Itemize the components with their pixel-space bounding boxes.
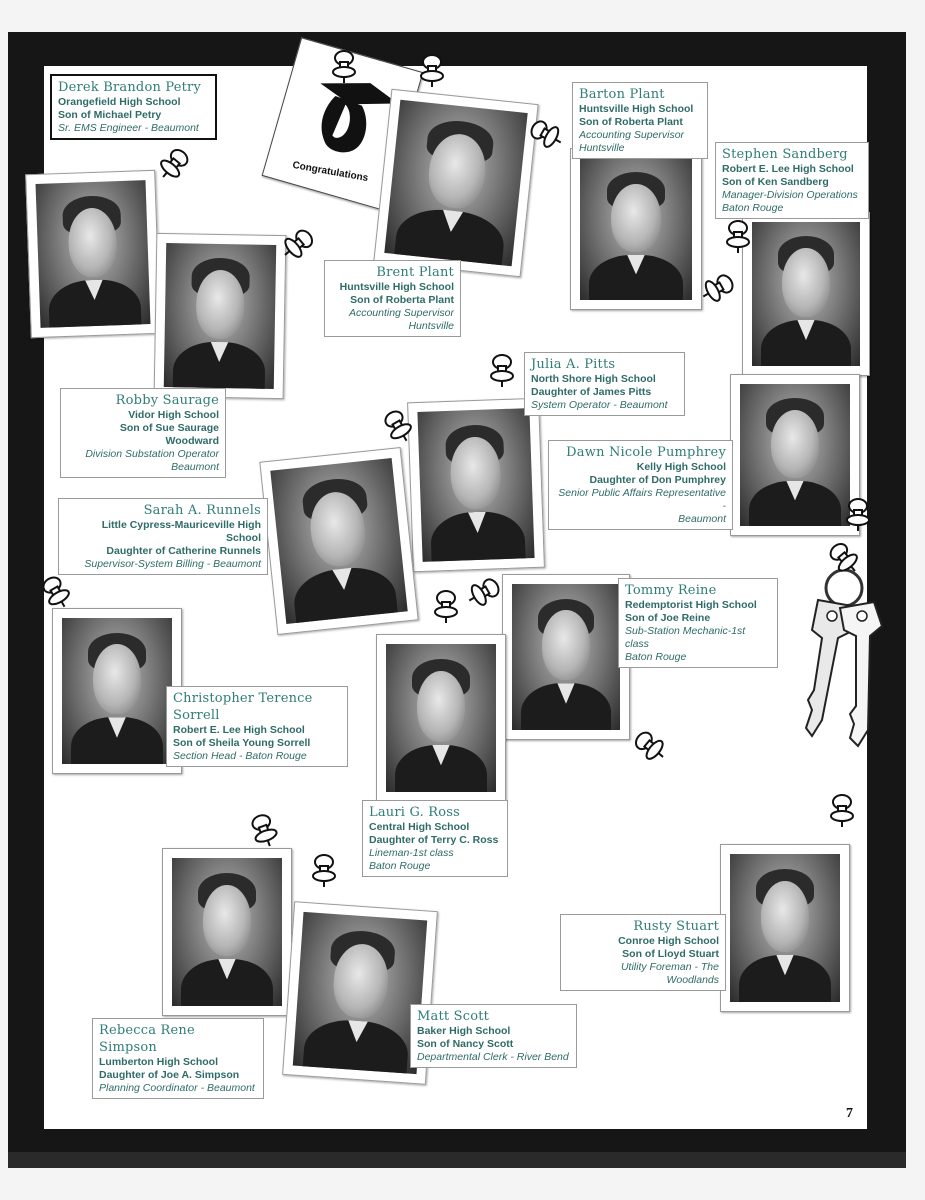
- person-parent: Daughter of Terry C. Ross: [369, 834, 499, 846]
- person-school: North Shore High School: [531, 373, 656, 385]
- photo-barton-plant: [570, 148, 702, 310]
- person-parent: Son of Roberta Plant: [579, 116, 683, 128]
- person-name: Christopher Terence Sorrell: [173, 691, 313, 723]
- person-school: Conroe High School: [618, 935, 719, 947]
- photo-tommy-reine: [502, 574, 630, 740]
- photo-derek-petry: [25, 170, 161, 338]
- caption-christopher-sorrell: [166, 686, 348, 767]
- caption-derek-petry: [50, 74, 217, 140]
- photo-stephen-sandberg: [742, 212, 870, 376]
- page-number: 7: [846, 1106, 853, 1121]
- person-parent: Daughter of Catherine Runnels: [106, 545, 261, 557]
- caption-barton-plant: [572, 82, 708, 159]
- person-parent: Son of Joe Reine: [625, 612, 711, 624]
- person-job: Supervisor-System Billing - Beaumont: [84, 558, 261, 570]
- person-job: Departmental Clerk - River Bend: [417, 1051, 569, 1063]
- person-job-location: Baton Rouge: [369, 860, 431, 872]
- caption-tommy-reine: [618, 578, 778, 668]
- person-parent: Son of Sheila Young Sorrell: [173, 737, 311, 749]
- person-job: Utility Foreman - The Woodlands: [620, 961, 719, 986]
- person-parent: Son of Michael Petry: [58, 109, 162, 121]
- person-name: Stephen Sandberg: [722, 147, 848, 162]
- pushpin-icon: [326, 48, 362, 84]
- person-school: Robert E. Lee High School: [173, 724, 305, 736]
- person-job-location: Baton Rouge: [722, 202, 784, 214]
- caption-lauri-ross: [362, 800, 508, 877]
- person-job-location: Huntsville: [408, 320, 454, 332]
- congratulations-text: Congratulations: [291, 159, 369, 185]
- person-parent: Son of Nancy Scott: [417, 1038, 514, 1050]
- caption-robby-saurage: [60, 388, 226, 478]
- person-school: Huntsville High School: [339, 281, 454, 293]
- photo-rusty-stuart: [720, 844, 850, 1012]
- pushpin-icon: [428, 588, 464, 624]
- pushpin-icon: [840, 496, 876, 532]
- person-name: Tommy Reine: [625, 583, 717, 598]
- person-job: Sub-Station Mechanic-1st class: [625, 625, 746, 650]
- photo-sarah-runnels: [259, 447, 418, 635]
- pushpin-icon: [824, 792, 860, 828]
- person-job: Lineman-1st class: [369, 847, 454, 859]
- person-parent: Daughter of James Pitts: [531, 386, 652, 398]
- person-job-location: Beaumont: [171, 461, 219, 473]
- person-school: Little Cypress-Mauriceville High School: [101, 519, 261, 544]
- person-parent: Son of Roberta Plant: [350, 294, 454, 306]
- caption-stephen-sandberg: [715, 142, 869, 219]
- person-school: Robert E. Lee High School: [722, 163, 854, 175]
- person-name: Rebecca Rene Simpson: [99, 1023, 195, 1055]
- person-parent: Daughter of Don Pumphrey: [589, 474, 726, 486]
- pushpin-icon: [306, 852, 342, 888]
- person-job-location: Huntsville: [579, 142, 625, 154]
- page-frame-edge: [8, 1152, 906, 1168]
- person-job: Senior Public Affairs Representative -: [558, 487, 726, 512]
- caption-julia-pitts: [524, 352, 685, 416]
- pushpin-icon: [720, 218, 756, 254]
- person-job: Sr. EMS Engineer - Beaumont: [58, 122, 199, 134]
- photo-lauri-ross: [376, 634, 506, 802]
- person-job: System Operator - Beaumont: [531, 399, 668, 411]
- caption-rebecca-simpson: [92, 1018, 264, 1099]
- person-school: Baker High School: [417, 1025, 511, 1037]
- photo-julia-pitts: [407, 398, 545, 573]
- person-name: Julia A. Pitts: [531, 357, 616, 372]
- person-job-location: Baton Rouge: [625, 651, 687, 663]
- pushpin-icon: [414, 52, 450, 88]
- photo-brent-plant: [373, 89, 538, 278]
- person-job: Section Head - Baton Rouge: [173, 750, 307, 762]
- pushpin-icon: [484, 352, 520, 388]
- person-job-location: Beaumont: [678, 513, 726, 525]
- person-school: Redemptorist High School: [625, 599, 757, 611]
- caption-sarah-runnels: [58, 498, 268, 575]
- person-parent: Son of Sue Saurage Woodward: [119, 422, 219, 447]
- person-school: Huntsville High School: [579, 103, 694, 115]
- person-school: Kelly High School: [636, 461, 726, 473]
- person-parent: Daughter of Joe A. Simpson: [99, 1069, 240, 1081]
- person-school: Central High School: [369, 821, 470, 833]
- person-job: Accounting Supervisor: [579, 129, 685, 141]
- person-name: Derek Brandon Petry: [58, 80, 202, 95]
- person-school: Lumberton High School: [99, 1056, 218, 1068]
- person-name: Matt Scott: [417, 1009, 490, 1024]
- photo-robby-saurage: [154, 233, 287, 399]
- person-school: Vidor High School: [128, 409, 219, 421]
- person-name: Robby Saurage: [115, 393, 219, 408]
- caption-matt-scott: [410, 1004, 577, 1068]
- keys-icon: [778, 560, 888, 750]
- person-parent: Son of Lloyd Stuart: [622, 948, 719, 960]
- person-name: Brent Plant: [376, 265, 454, 280]
- photo-christopher-sorrell: [52, 608, 182, 774]
- person-job: Division Substation Operator: [85, 448, 219, 460]
- person-job: Planning Coordinator - Beaumont: [99, 1082, 255, 1094]
- person-name: Lauri G. Ross: [369, 805, 461, 820]
- person-parent: Son of Ken Sandberg: [722, 176, 829, 188]
- person-job: Accounting Supervisor: [348, 307, 454, 319]
- caption-rusty-stuart: [560, 914, 726, 991]
- photo-rebecca-simpson: [162, 848, 292, 1016]
- person-name: Sarah A. Runnels: [143, 503, 261, 518]
- person-job: Manager-Division Operations: [722, 189, 858, 201]
- person-name: Barton Plant: [579, 87, 665, 102]
- person-school: Orangefield High School: [58, 96, 181, 108]
- person-name: Dawn Nicole Pumphrey: [566, 445, 726, 460]
- caption-dawn-pumphrey: [548, 440, 733, 530]
- person-name: Rusty Stuart: [633, 919, 719, 934]
- caption-brent-plant: [324, 260, 461, 337]
